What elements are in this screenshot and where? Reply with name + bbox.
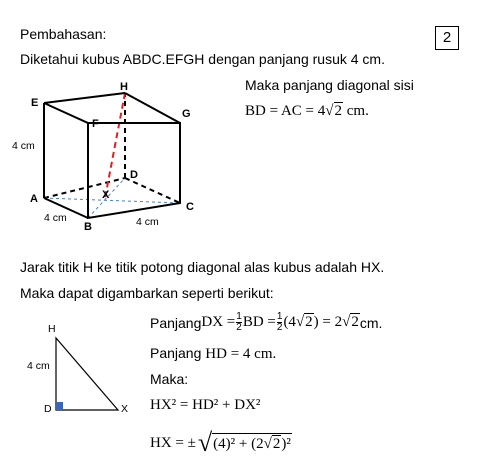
tri-dim: 4 cm: [27, 360, 50, 372]
edge-HG: [125, 93, 180, 123]
cube-dim-front: 4 cm: [44, 212, 67, 224]
dx-bd: BD =: [242, 314, 276, 330]
hd-line: Panjang HD = 4 cm.: [150, 345, 277, 362]
dx-prefix: Panjang: [150, 314, 202, 331]
vertex-C: C: [186, 201, 194, 213]
vertex-G: G: [182, 108, 191, 120]
diag-eq-left: BD = AC = 4: [245, 103, 326, 119]
vertex-X: X: [102, 189, 110, 201]
distance-statement: Jarak titik H ke titik potong diagonal alas kubus adalah HX.: [20, 259, 385, 275]
tri-vertex-X: X: [121, 403, 129, 415]
tri-vertex-D: D: [44, 403, 52, 415]
dx-unit: cm.: [359, 314, 383, 331]
vertex-B: B: [84, 221, 92, 233]
diag-eq-radicand: 2: [334, 103, 343, 119]
edge-AD: [44, 178, 125, 198]
vertex-E: E: [31, 97, 39, 109]
edge-EH: [44, 93, 125, 103]
triangle-HDX: [56, 338, 118, 410]
diag-eq-unit: cm.: [343, 103, 369, 119]
diagonal-equation: [245, 103, 369, 120]
drawing-statement: Maka dapat digambarkan seperti berikut:: [20, 285, 274, 301]
vertex-F: F: [92, 118, 99, 130]
page-number-box: 2: [435, 26, 459, 50]
pythagoras-equation: HX² = HD² + DX²: [150, 397, 261, 413]
section-title: Pembahasan:: [20, 26, 107, 42]
segment-HX: [105, 93, 125, 198]
dx-eq: DX =: [201, 314, 236, 330]
cube-dim-side: 4 cm: [136, 216, 159, 228]
edge-DC: [125, 178, 180, 203]
hx-equation: HX = ± √ (4)² + (2√2)²: [150, 428, 291, 457]
vertex-A: A: [30, 193, 38, 205]
diag-AC: [44, 198, 180, 203]
dx-frac1: $\frac{1}{2}$: [236, 311, 242, 333]
diagonal-title: Maka panjang diagonal sisi: [245, 77, 414, 93]
big-sqrt-sign: √: [197, 428, 213, 457]
cube-dim-left: 4 cm: [12, 140, 35, 152]
maka-label: Maka:: [150, 371, 189, 387]
dx-line: Panjang DX = $\frac{1}{2}$ BD = $\frac{1}{2}$ (4√2) = 2√2 cm.: [150, 311, 383, 333]
right-angle-marker: [56, 402, 63, 410]
vertex-D: D: [130, 169, 138, 181]
sqrt-sign: √: [325, 103, 334, 119]
tri-vertex-H: H: [48, 323, 56, 335]
vertex-H: H: [120, 81, 128, 93]
dx-frac2: $\frac{1}{2}$: [276, 311, 283, 333]
given-statement: Diketahui kubus ABDC.EFGH dengan panjang rusuk 4 cm.: [20, 51, 385, 67]
